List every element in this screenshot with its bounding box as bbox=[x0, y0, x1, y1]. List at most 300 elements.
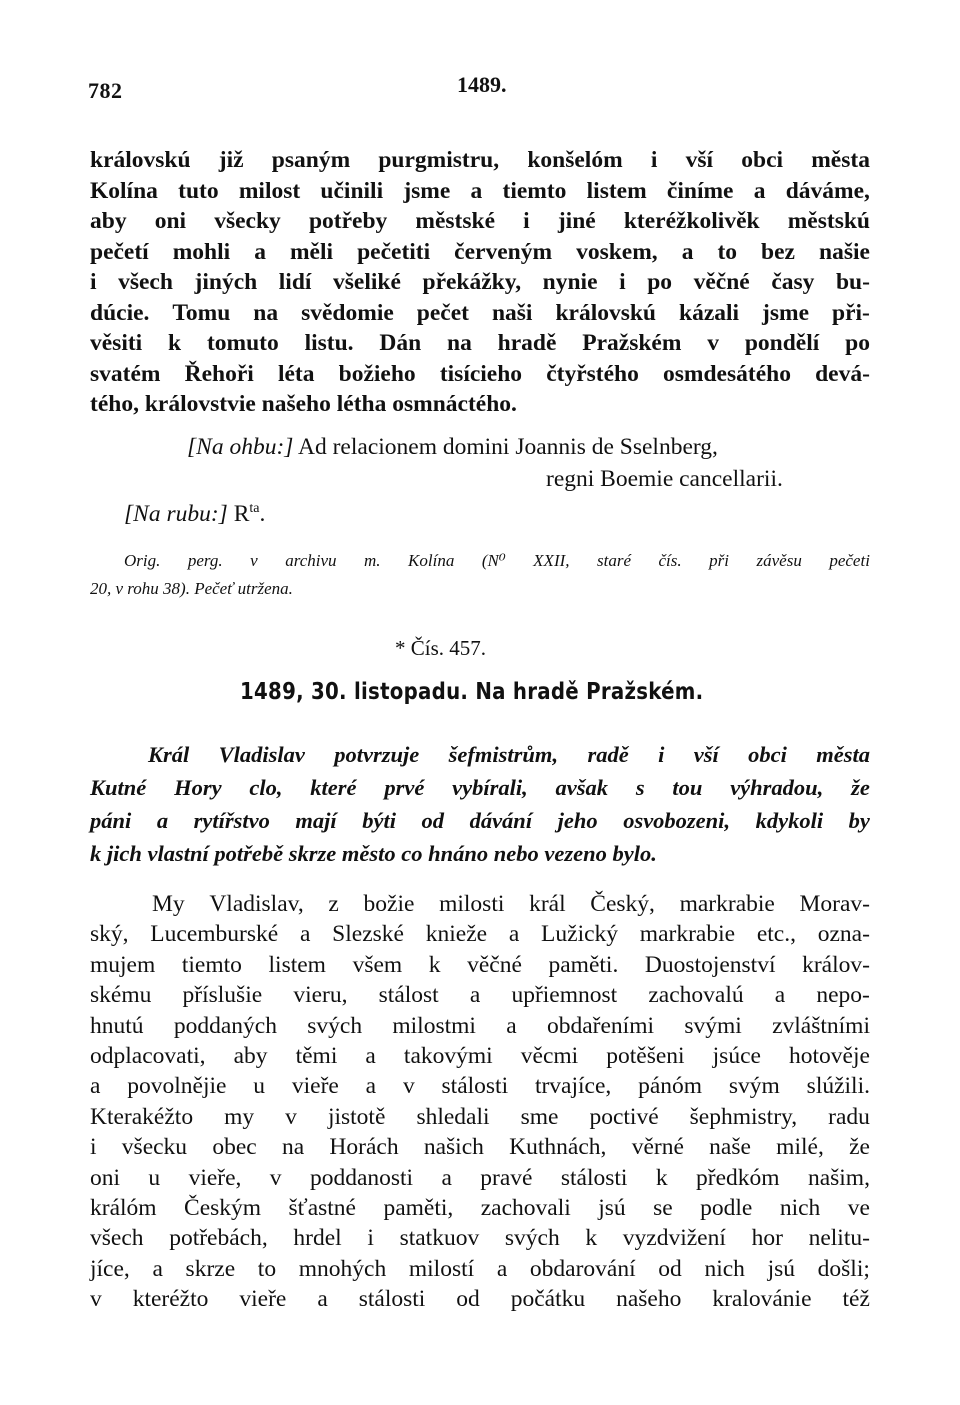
word: avšak bbox=[555, 775, 609, 800]
word: a bbox=[441, 1164, 452, 1191]
running-header bbox=[88, 72, 870, 108]
word: Český, bbox=[590, 891, 655, 917]
word: v bbox=[90, 1286, 102, 1313]
word: tomuto bbox=[206, 330, 279, 356]
word: jiné bbox=[557, 208, 596, 234]
word: vieře bbox=[239, 1286, 287, 1313]
word: i bbox=[90, 269, 97, 295]
word: bez bbox=[761, 238, 795, 265]
dorse-superscript: ta bbox=[249, 501, 260, 516]
word: trvajíce, bbox=[534, 1073, 612, 1100]
word: v bbox=[402, 1073, 415, 1100]
word: Českým bbox=[184, 1194, 262, 1221]
word: vieru, bbox=[293, 982, 348, 1009]
word: milosti bbox=[439, 891, 505, 917]
word: potřeby bbox=[308, 208, 388, 234]
word: mujem bbox=[90, 951, 156, 978]
word: pravé bbox=[480, 1164, 533, 1191]
word: devá- bbox=[815, 360, 870, 387]
word: s bbox=[635, 775, 645, 800]
word: lidí bbox=[278, 269, 312, 295]
word: králóm bbox=[90, 1194, 157, 1221]
word: zachovali bbox=[480, 1194, 571, 1221]
word: i bbox=[658, 742, 665, 767]
source-line-1 bbox=[90, 547, 870, 575]
word: by bbox=[848, 808, 870, 833]
word: sme bbox=[520, 1103, 559, 1130]
word: konšelóm bbox=[527, 147, 623, 173]
document-number: * Čís. 457. bbox=[395, 636, 487, 660]
word: léta bbox=[277, 360, 315, 387]
word: k bbox=[428, 951, 441, 978]
text-line bbox=[90, 1163, 870, 1193]
word: takovými bbox=[403, 1042, 493, 1069]
word: tisícieho bbox=[439, 360, 523, 387]
word: hrdel bbox=[293, 1225, 342, 1252]
word: nepo- bbox=[816, 982, 870, 1009]
word: nelitu- bbox=[808, 1225, 870, 1252]
archival-source-note bbox=[90, 547, 870, 603]
word: nich bbox=[779, 1194, 821, 1221]
word: města bbox=[811, 147, 870, 173]
word: pečet bbox=[416, 299, 469, 326]
word: měli bbox=[289, 238, 334, 265]
word: osvobozeni, bbox=[623, 808, 731, 833]
text-line: k jich vlastní potřebě skrze město co hnáno nebo vezeno bylo. bbox=[90, 841, 657, 866]
word: vybírali, bbox=[452, 775, 528, 800]
word: oni bbox=[154, 208, 187, 234]
word: a bbox=[365, 1042, 376, 1069]
text-line bbox=[90, 328, 870, 359]
word: došli; bbox=[817, 1255, 870, 1282]
word: stálosti bbox=[441, 1073, 509, 1100]
text-line bbox=[90, 176, 870, 207]
word: Vladislav, bbox=[209, 891, 304, 917]
word: při- bbox=[832, 299, 870, 326]
word: na bbox=[281, 1134, 305, 1161]
word: pondělí bbox=[744, 330, 820, 356]
word: i bbox=[90, 1134, 97, 1161]
word: dáváme, bbox=[785, 177, 870, 204]
word: archivu bbox=[285, 551, 337, 570]
word: Horách bbox=[329, 1134, 399, 1161]
word: Řehoři bbox=[184, 360, 254, 387]
word: vyzdvižení bbox=[622, 1225, 726, 1252]
word: páni bbox=[90, 808, 132, 833]
text-line: tého, královstvie našeho létha osmnáctého. bbox=[90, 391, 517, 417]
text-line bbox=[90, 771, 870, 804]
text-line bbox=[90, 1011, 870, 1041]
word: Král bbox=[148, 742, 190, 767]
word: prvé bbox=[384, 775, 425, 800]
word: města bbox=[816, 742, 870, 767]
word: listu. bbox=[304, 330, 354, 356]
word: jsme bbox=[762, 299, 810, 326]
word: vší bbox=[693, 742, 719, 767]
text-line bbox=[90, 1102, 870, 1132]
word: závěsu bbox=[756, 551, 802, 570]
word: a bbox=[365, 1073, 377, 1100]
text-line bbox=[90, 1254, 870, 1284]
word: kázali bbox=[679, 299, 740, 326]
word: mohli bbox=[172, 238, 231, 265]
word: milostí bbox=[408, 1255, 475, 1282]
word: pečetí bbox=[90, 238, 149, 265]
word: po bbox=[647, 269, 673, 295]
word: všech bbox=[118, 269, 173, 295]
word: jeho bbox=[557, 808, 598, 833]
word: Morav- bbox=[799, 891, 870, 917]
text-line bbox=[90, 298, 870, 329]
word: nynie bbox=[542, 269, 598, 295]
word: Kolína bbox=[408, 551, 455, 570]
word: a bbox=[470, 177, 483, 204]
word: hradě bbox=[497, 330, 557, 356]
text-line bbox=[90, 1193, 870, 1223]
endorsement-fold-note bbox=[187, 432, 870, 492]
word: a bbox=[152, 1255, 163, 1282]
word: oni bbox=[90, 1164, 121, 1191]
word: Kuthnách, bbox=[509, 1134, 607, 1161]
word: našich bbox=[423, 1134, 484, 1161]
word: předkóm bbox=[696, 1164, 780, 1191]
word: na bbox=[253, 299, 279, 326]
word: skému bbox=[90, 982, 152, 1009]
word: statkuov bbox=[399, 1225, 480, 1252]
word: všech bbox=[90, 1225, 144, 1252]
word: příslušie bbox=[182, 982, 263, 1009]
word: šephmistry, bbox=[689, 1103, 798, 1130]
word: čís. bbox=[658, 551, 682, 570]
word: osmdesátého bbox=[663, 360, 791, 387]
word: etc., bbox=[756, 921, 796, 948]
word: z bbox=[328, 891, 339, 917]
word: XXII, bbox=[533, 551, 570, 570]
word: k bbox=[655, 1164, 668, 1191]
word: a bbox=[753, 177, 766, 204]
word: svých bbox=[307, 1012, 363, 1039]
word: našim, bbox=[807, 1164, 870, 1191]
word: poddanosti bbox=[309, 1164, 414, 1191]
word: obec bbox=[212, 1134, 257, 1161]
word: zvláštními bbox=[772, 1012, 870, 1039]
word: i bbox=[650, 147, 658, 173]
word: rytířstvo bbox=[193, 808, 270, 833]
word: jíce, bbox=[90, 1255, 130, 1282]
word: k bbox=[168, 330, 182, 356]
word: našie bbox=[819, 238, 870, 265]
word: šťastné bbox=[288, 1194, 356, 1221]
text-line bbox=[90, 145, 870, 176]
text-line bbox=[90, 237, 870, 268]
word: při bbox=[709, 551, 729, 570]
page-number: 782 bbox=[88, 78, 123, 103]
word: čtyřstého bbox=[546, 360, 639, 387]
word: všecku bbox=[121, 1134, 188, 1161]
word: mají bbox=[295, 808, 337, 833]
word: vší bbox=[685, 147, 714, 173]
word: to bbox=[717, 238, 738, 265]
word: též bbox=[842, 1286, 870, 1313]
word: My bbox=[152, 891, 185, 917]
word: Tomu bbox=[172, 299, 231, 326]
word: v bbox=[285, 1103, 297, 1130]
text-line bbox=[90, 1041, 870, 1071]
regest-summary bbox=[90, 738, 870, 870]
word: (N⁰ bbox=[481, 551, 506, 570]
word: král bbox=[529, 891, 566, 917]
text-line bbox=[90, 950, 870, 980]
text-line bbox=[90, 1071, 870, 1101]
word: svědomie bbox=[301, 299, 394, 326]
word: těmi bbox=[295, 1042, 338, 1069]
word: našeho bbox=[616, 1286, 682, 1313]
word: radu bbox=[828, 1103, 870, 1130]
text-line bbox=[90, 359, 870, 390]
word: a bbox=[469, 982, 481, 1009]
word: voskem, bbox=[576, 238, 658, 265]
word: věcmi bbox=[520, 1042, 579, 1069]
word: královskú bbox=[555, 299, 657, 326]
word: býti bbox=[362, 808, 396, 833]
word: mnohých bbox=[298, 1255, 387, 1282]
document-heading: 1489, 30. listopadu. Na hradě Pražském. bbox=[240, 679, 704, 705]
word: jsme bbox=[403, 177, 451, 204]
dorse-label: [Na rubu:] bbox=[124, 501, 228, 527]
word: které bbox=[310, 775, 357, 800]
word: Kterakéžto bbox=[90, 1103, 194, 1130]
word: vieře, bbox=[188, 1164, 242, 1191]
word: odplacovati, bbox=[90, 1042, 206, 1069]
word: a bbox=[317, 1286, 328, 1313]
charter-text bbox=[90, 889, 870, 1314]
word: šefmistrům, bbox=[448, 742, 559, 767]
word: městské bbox=[415, 208, 496, 234]
word: poctivé bbox=[589, 1103, 659, 1130]
word: i bbox=[523, 208, 530, 234]
word: listem bbox=[586, 177, 647, 204]
word: Orig. bbox=[124, 551, 161, 570]
word: po bbox=[845, 330, 870, 356]
word: radě bbox=[587, 742, 629, 767]
word: svým bbox=[728, 1073, 780, 1100]
word: potvrzuje bbox=[334, 742, 420, 767]
word: u bbox=[148, 1164, 161, 1191]
word: stálosti bbox=[358, 1286, 426, 1313]
word: svých bbox=[504, 1225, 560, 1252]
word: a bbox=[254, 238, 266, 265]
word: tiemto bbox=[181, 951, 242, 978]
word: ve bbox=[847, 1194, 870, 1221]
word: obci bbox=[741, 147, 784, 173]
word: v bbox=[707, 330, 720, 356]
word: božieho bbox=[338, 360, 416, 387]
text-line bbox=[90, 738, 870, 771]
word: k bbox=[585, 1225, 598, 1252]
word: v bbox=[269, 1164, 282, 1191]
word: učinili bbox=[320, 177, 384, 204]
word: Lucemburské bbox=[150, 921, 279, 948]
word: věrné bbox=[631, 1134, 684, 1161]
word: dávání bbox=[469, 808, 533, 833]
word: paměti, bbox=[383, 1194, 454, 1221]
charter-text-continued bbox=[90, 145, 870, 420]
word: slúžili. bbox=[806, 1073, 870, 1100]
word: hotověje bbox=[789, 1042, 870, 1069]
word: Vladislav bbox=[218, 742, 305, 767]
word: purgmistru, bbox=[378, 147, 500, 173]
word: Hory bbox=[174, 775, 222, 800]
word: tiemto bbox=[502, 177, 567, 204]
word: věčné bbox=[693, 269, 750, 295]
word: paměti. bbox=[548, 951, 619, 978]
word: tuto bbox=[178, 177, 219, 204]
word: psaným bbox=[271, 147, 351, 173]
word: u bbox=[253, 1073, 266, 1100]
word: milost bbox=[238, 177, 301, 204]
word: aby bbox=[90, 208, 127, 234]
word: kteréžkolivěk bbox=[623, 208, 760, 234]
word: výhradou, bbox=[730, 775, 824, 800]
word: svými bbox=[684, 1012, 742, 1039]
word: v bbox=[250, 551, 258, 570]
word: a bbox=[496, 1255, 508, 1282]
word: podle bbox=[700, 1194, 753, 1221]
text-line bbox=[90, 206, 870, 237]
word: svatém bbox=[90, 360, 161, 387]
endorsement-dorse-note bbox=[124, 494, 265, 529]
word: m. bbox=[364, 551, 381, 570]
fold-text-line-1: Ad relacionem domini Joannis de Sselnberg, bbox=[298, 434, 718, 460]
word: a bbox=[506, 1012, 517, 1039]
word: a bbox=[299, 921, 311, 948]
word: překážky, bbox=[422, 269, 522, 295]
word: se bbox=[653, 1194, 673, 1221]
word: ský, bbox=[90, 921, 129, 948]
text-line bbox=[90, 919, 870, 949]
word: hor bbox=[751, 1225, 783, 1252]
word: a bbox=[90, 1073, 101, 1100]
word: na bbox=[447, 330, 472, 356]
word: naši bbox=[491, 299, 533, 326]
word: aby bbox=[233, 1042, 268, 1069]
word: povolnějie bbox=[127, 1073, 227, 1100]
word: pečetiti bbox=[357, 238, 431, 265]
word: Dán bbox=[379, 330, 422, 356]
word: všem bbox=[352, 951, 403, 978]
word: činíme bbox=[666, 177, 734, 204]
word: božie bbox=[363, 891, 415, 917]
word: kralovánie bbox=[712, 1286, 812, 1313]
word: počátku bbox=[510, 1286, 586, 1313]
word: my bbox=[224, 1103, 255, 1130]
word: že bbox=[849, 1134, 870, 1161]
word: a bbox=[508, 921, 520, 948]
word: bu- bbox=[835, 269, 870, 295]
word: jsú bbox=[598, 1194, 626, 1221]
word: královskú bbox=[90, 147, 191, 173]
word: od bbox=[658, 1255, 682, 1282]
word: od bbox=[421, 808, 445, 833]
word: markrabie bbox=[639, 921, 736, 948]
word: jistotě bbox=[327, 1103, 386, 1130]
word: obdařeními bbox=[546, 1012, 655, 1039]
dorse-text: R bbox=[233, 501, 250, 527]
text-line bbox=[90, 1223, 870, 1253]
word: Slezské bbox=[332, 921, 404, 948]
word: potřebách, bbox=[169, 1225, 268, 1252]
source-line-2: 20, v rohu 38). Pečeť utržena. bbox=[90, 579, 293, 598]
word: věsiti bbox=[90, 330, 143, 356]
word: že bbox=[851, 775, 870, 800]
word: dúcie. bbox=[90, 299, 150, 326]
word: markrabie bbox=[679, 891, 775, 917]
word: Lužický bbox=[541, 921, 619, 948]
word: a bbox=[774, 982, 786, 1009]
word: potěšeni bbox=[606, 1042, 685, 1069]
word: kteréžto bbox=[132, 1286, 209, 1313]
word: Kolína bbox=[90, 177, 158, 204]
word: pánóm bbox=[638, 1073, 703, 1100]
word: a bbox=[156, 808, 169, 833]
word: všeliké bbox=[333, 269, 401, 295]
word: Kutné bbox=[90, 775, 147, 800]
word: všecky bbox=[214, 208, 281, 234]
word: perg. bbox=[187, 551, 223, 570]
word: i bbox=[619, 269, 626, 295]
word: knieže bbox=[425, 921, 488, 948]
word: poddaných bbox=[173, 1012, 277, 1039]
word: zachovalú bbox=[648, 982, 744, 1009]
word: jiných bbox=[194, 269, 258, 295]
text-line bbox=[90, 889, 870, 919]
word: jsúce bbox=[712, 1042, 761, 1069]
header-year: 1489. bbox=[457, 72, 507, 97]
dorse-tail: . bbox=[259, 501, 266, 527]
word: Pražském bbox=[582, 330, 682, 356]
word: jsú bbox=[767, 1255, 795, 1282]
word: Duostojenství bbox=[644, 951, 776, 978]
word: a bbox=[681, 238, 694, 265]
word: obdarování bbox=[529, 1255, 636, 1282]
word: věčné bbox=[467, 951, 522, 978]
text-line bbox=[90, 804, 870, 837]
word: shledali bbox=[416, 1103, 490, 1130]
word: kdykoli bbox=[755, 808, 824, 833]
word: skrze bbox=[185, 1255, 236, 1282]
word: upřiemnost bbox=[511, 982, 618, 1009]
word: červeným bbox=[454, 238, 553, 265]
word: naše bbox=[709, 1134, 751, 1161]
word: králov- bbox=[802, 951, 870, 978]
word: městskú bbox=[787, 208, 870, 234]
word: milé, bbox=[776, 1134, 824, 1161]
word: časy bbox=[771, 269, 815, 295]
word: to bbox=[257, 1255, 277, 1282]
word: již bbox=[218, 147, 244, 173]
fold-text-line-2: regni Boemie cancellarii. bbox=[546, 466, 783, 492]
fold-label: [Na ohbu:] bbox=[187, 434, 294, 460]
text-line bbox=[90, 980, 870, 1010]
word: i bbox=[367, 1225, 374, 1252]
text-line bbox=[90, 1132, 870, 1162]
word: ozna- bbox=[817, 921, 870, 948]
word: obci bbox=[748, 742, 787, 767]
word: listem bbox=[268, 951, 326, 978]
word: vieře bbox=[291, 1073, 339, 1100]
word: stálost bbox=[378, 982, 439, 1009]
word: pečeti bbox=[829, 551, 870, 570]
